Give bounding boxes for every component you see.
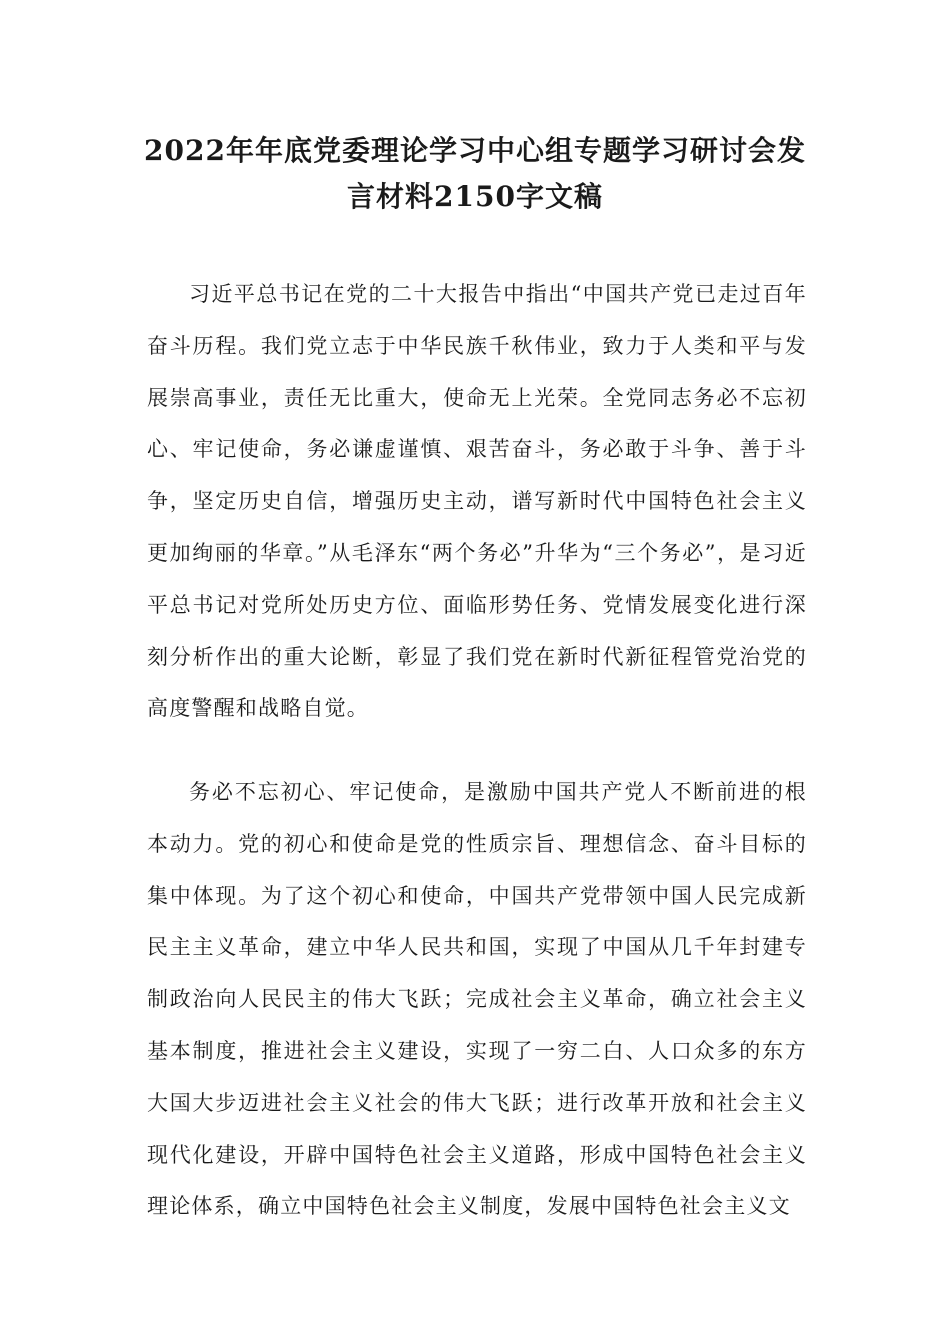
body-paragraph-2: 务必不忘初心、牢记使命，是激励中国共产党人不断前进的根本动力。党的初心和使命是党的性质宗旨、理想信念、奋斗目标的集中体现。为了这个初心和使命，中国共产党带领中国人民完成新民主主义革命，建立中华人民共和国，实现了中国从几千年封建专制政治向人民民主的伟大飞跃；完成社会主义革命，确立社会主义基本制度，推进社会主义建设，实现了一穷二白、人口众多的东方大国大步迈进社会主义社会的伟大飞跃；进行改革开放和社会主义现代化建设，开辟中国特色社会主义道路，形成中国特色社会主义理论体系，确立中国特色社会主义制度，发展中国特色社会主义文 bbox=[147, 780, 807, 1219]
body-paragraph-1: 习近平总书记在党的二十大报告中指出“中国共产党已走过百年奋斗历程。我们党立志于中华民族千秋伟业，致力于人类和平与发展崇高事业，责任无比重大，使命无上光荣。全党同志务必不忘初心、牢记使命，务必谦虚谨慎、艰苦奋斗，务必敢于斗争、善于斗争，坚定历史自信，增强历史主动，谱写新时代中国特色社会主义更加绚丽的华章。”从毛泽东“两个务必”升华为“三个务必”，是习近平总书记对党所处历史方位、面临形势任务、党情发展变化进行深刻分析作出的重大论断，彰显了我们党在新时代新征程管党治党的高度警醒和战略自觉。 bbox=[147, 282, 807, 721]
title-line-1: 2022年年底党委理论学习中心组专题学习研讨会发 bbox=[144, 134, 806, 167]
document-title bbox=[120, 128, 830, 220]
title-line-2: 言材料2150字文稿 bbox=[347, 180, 603, 213]
